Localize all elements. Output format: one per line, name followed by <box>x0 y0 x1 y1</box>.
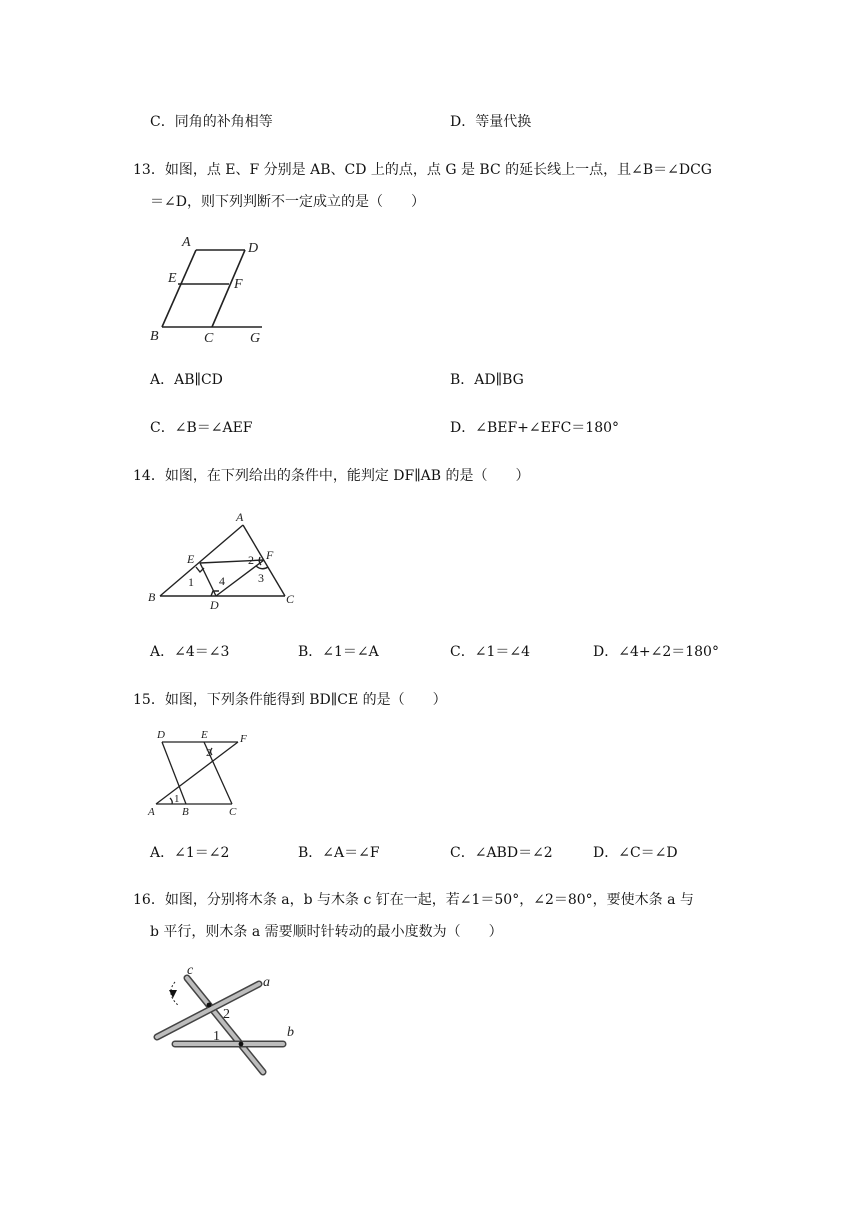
q15-option-c: C．∠ABD＝∠2 <box>450 845 553 861</box>
q13-label-b: B <box>150 329 159 344</box>
q15-angle-2: 2 <box>206 747 212 759</box>
q13-label-c: C <box>204 331 214 346</box>
q14-option-c: C．∠1＝∠4 <box>450 644 530 660</box>
q16-stem-line1: 16．如图，分别将木条 a，b 与木条 c 钉在一起，若∠1＝50°，∠2＝80°，要使木条 a 与 <box>133 892 694 908</box>
q16-figure-wooden-strips <box>145 960 310 1080</box>
q13-option-d: D．∠BEF+∠EFC＝180° <box>450 420 620 436</box>
q15-option-b: B．∠A＝∠F <box>298 845 380 861</box>
q14-option-a: A．∠4＝∠3 <box>150 644 230 660</box>
q14-option-b: B．∠1＝∠A <box>298 644 379 660</box>
q13-label-e: E <box>168 271 177 286</box>
q15-label-d: D <box>157 729 165 741</box>
q14-label-c: C <box>286 592 295 606</box>
q16-label-c: c <box>187 963 194 978</box>
q13-stem-line2: ＝∠D，则下列判断不一定成立的是（ ） <box>150 194 425 210</box>
q13-label-a: A <box>182 235 191 250</box>
q16-label-a: a <box>263 975 270 990</box>
q14-angle-2: 2 <box>248 553 254 567</box>
q15-label-e: E <box>201 729 208 741</box>
q15-option-d: D．∠C＝∠D <box>593 845 678 861</box>
q14-label-b: B <box>148 590 156 604</box>
q14-label-e: E <box>187 552 195 566</box>
q13-label-g: G <box>250 331 261 346</box>
q14-figure-triangle <box>140 505 310 615</box>
q14-option-d: D．∠4+∠2＝180° <box>593 644 719 660</box>
q13-option-a: A．AB∥CD <box>150 372 223 388</box>
q15-label-a: A <box>148 806 155 818</box>
q16-label-b: b <box>287 1025 294 1040</box>
q15-label-f: F <box>240 733 247 745</box>
q12-option-d: D．等量代换 <box>450 114 532 130</box>
q13-option-c: C．∠B＝∠AEF <box>150 420 253 436</box>
q15-label-b: B <box>182 806 189 818</box>
q15-figure <box>140 725 260 820</box>
q15-option-a: A．∠1＝∠2 <box>150 845 230 861</box>
q14-angle-1: 1 <box>188 575 194 589</box>
q13-stem-line1: 13．如图，点 E、F 分别是 AB、CD 上的点，点 G 是 BC 的延长线上一点，且∠B＝∠DCG <box>133 162 712 178</box>
q15-angle-1: 1 <box>174 793 180 805</box>
q16-angle-2: 2 <box>223 1007 230 1022</box>
q15-label-c: C <box>229 806 237 818</box>
q14-label-f: F <box>266 548 274 562</box>
q14-angle-4: 4 <box>219 574 225 588</box>
q16-stem-line2: b 平行，则木条 a 需要顺时针转动的最小度数为（ ） <box>150 924 503 940</box>
q13-option-b: B．AD∥BG <box>450 372 524 388</box>
q13-figure-parallelogram <box>140 230 280 350</box>
q14-stem-line1: 14．如图，在下列给出的条件中，能判定 DF∥AB 的是（ ） <box>133 468 530 484</box>
q14-label-d: D <box>210 598 219 612</box>
q15-stem-line1: 15．如图，下列条件能得到 BD∥CE 的是（ ） <box>133 692 447 708</box>
q14-angle-3: 3 <box>258 571 264 585</box>
q14-label-a: A <box>236 510 244 524</box>
q13-label-f: F <box>234 277 243 292</box>
q13-label-d: D <box>248 241 259 256</box>
q12-option-c: C．同角的补角相等 <box>150 114 273 130</box>
q16-angle-1: 1 <box>213 1029 220 1044</box>
